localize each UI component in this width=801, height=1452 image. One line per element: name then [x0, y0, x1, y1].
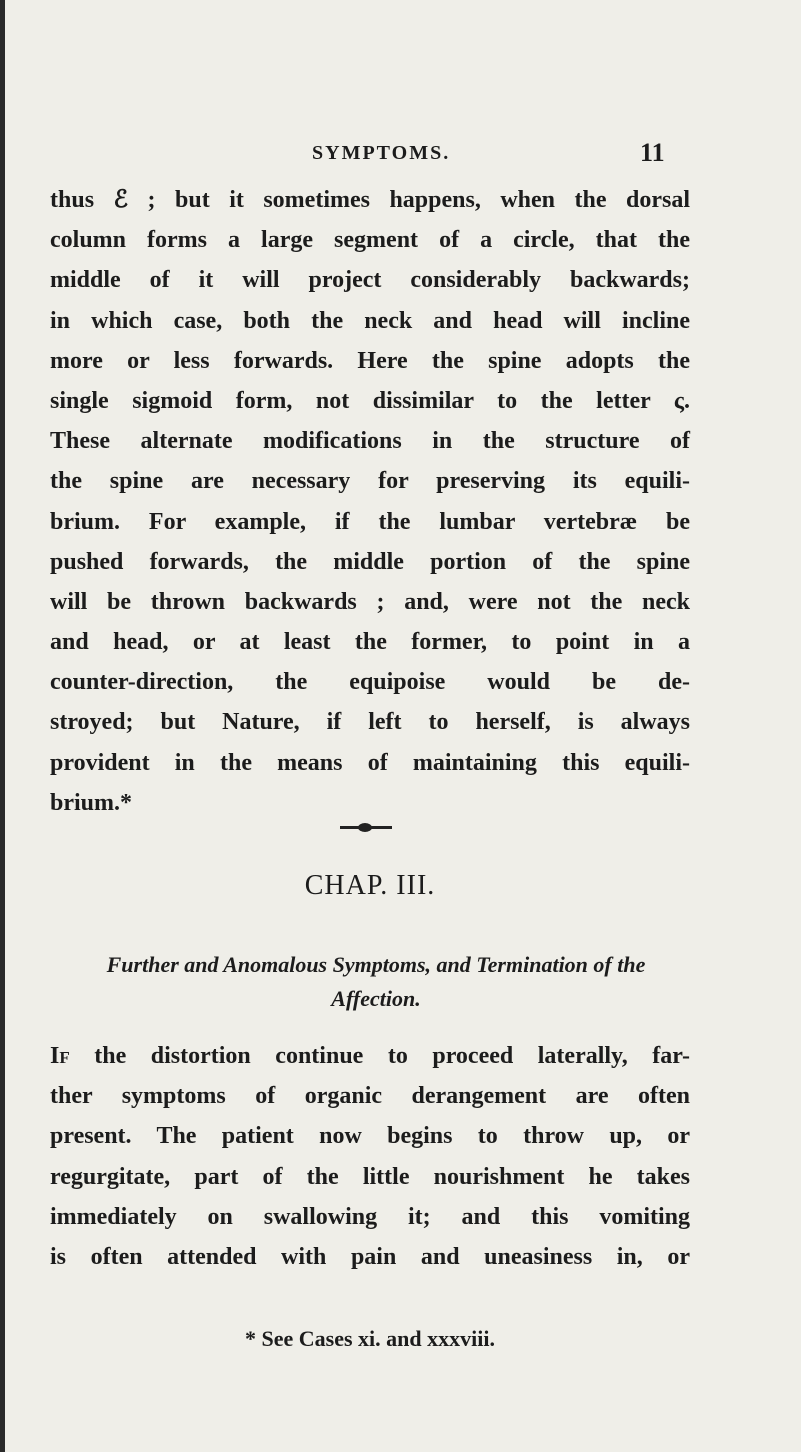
paragraph-2: [50, 1036, 690, 1277]
text-line: immediately on swallowing it; and this vomiting: [50, 1203, 690, 1230]
text-line: column forms a large segment of a circle, that the: [50, 227, 690, 254]
paragraph-1: [50, 180, 690, 823]
text-line: and head, or at least the former, to point in a: [50, 629, 690, 656]
chapter-subtitle-line: Further and Anomalous Symptoms, and Termination of the: [106, 952, 646, 977]
section-divider: [340, 826, 392, 829]
text-line: single sigmoid form, not dissimilar to the letter ς.: [50, 387, 690, 414]
running-head: SYMPTOMS.: [312, 142, 451, 164]
text-line: pushed forwards, the middle portion of the spine: [50, 548, 690, 575]
text-line: provident in the means of maintaining this equili-: [50, 749, 690, 776]
chapter-subtitle: [46, 948, 706, 1016]
text-line: more or less forwards. Here the spine adopts the: [50, 347, 690, 374]
page-edge: [0, 0, 5, 1452]
text-line: is often attended with pain and uneasiness in, or: [50, 1243, 690, 1270]
text-line: present. The patient now begins to throw up, or: [50, 1123, 690, 1150]
text-line: regurgitate, part of the little nourishment he takes: [50, 1163, 690, 1190]
text-line: These alternate modifications in the structure of: [50, 428, 690, 455]
footnote: * See Cases xi. and xxxviii.: [245, 1326, 495, 1351]
text-line: brium.*: [50, 789, 133, 816]
page-number: 11: [640, 138, 665, 167]
text-line: will be thrown backwards ; and, were not the neck: [50, 588, 690, 615]
text-line: counter-direction, the equipoise would be de-: [50, 669, 690, 696]
text-line: stroyed; but Nature, if left to herself, is always: [50, 709, 690, 736]
text-line: thus ℰ ; but it sometimes happens, when the dorsal: [50, 187, 690, 213]
text-line: brium. For example, if the lumbar vertebræ be: [50, 508, 690, 535]
text-line-first: [50, 1036, 690, 1076]
text-line: middle of it will project considerably backwards;: [50, 267, 690, 294]
drop-word: If: [50, 1043, 70, 1069]
text-line: the spine are necessary for preserving its equili-: [50, 468, 690, 495]
chapter-subtitle-line: Affection.: [331, 986, 421, 1011]
chapter-heading: CHAP. III.: [304, 870, 436, 901]
text-line: ther symptoms of organic derangement are often: [50, 1083, 690, 1110]
text-line: in which case, both the neck and head will incline: [50, 307, 690, 334]
page-header: [0, 138, 801, 178]
first-line-rest: the distortion continue to proceed laterally, far-: [69, 1043, 690, 1069]
